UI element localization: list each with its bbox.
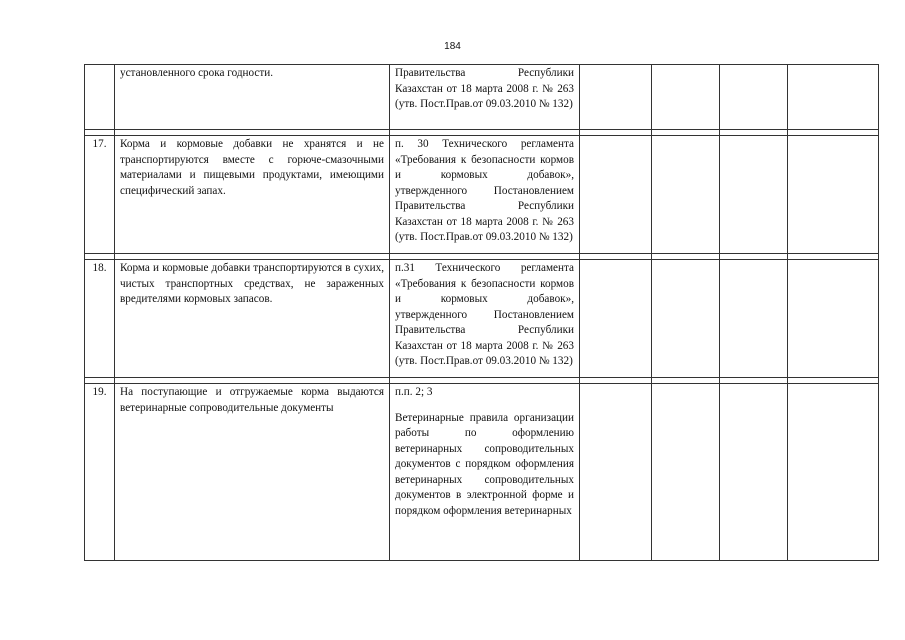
reference-head: п.п. 2; 3 [395,386,433,398]
empty-cell [652,136,720,254]
empty-cell [788,136,879,254]
table-row [85,260,879,378]
empty-cell [652,65,720,130]
row-number: 18. [85,260,115,378]
row-number: 17. [85,136,115,254]
requirement-text: установленного срока годности. [120,67,274,79]
empty-cell [788,260,879,378]
requirement-cell [115,136,390,254]
row-number: 19. [85,384,115,561]
reference-text: п.31 Технического регламента «Требования к безопасности кормов и кормовых добавок», утвержденного Постановлением Правительства Республики Казахстан от 18 марта 2008 г. № 263 (утв. Пост.Прав.от 09.03.2010 № 132) [395,262,574,367]
empty-cell [652,260,720,378]
empty-cell [788,65,879,130]
reference-cell [390,260,580,378]
requirement-text: Корма и кормовые добавки транспортируются в сухих, чистых транспортных средствах, не зараженных вредителями кормовых запасов. [120,262,384,305]
empty-cell [652,384,720,561]
reference-cell [390,384,580,561]
empty-cell [580,65,652,130]
empty-cell [720,136,788,254]
requirement-cell [115,384,390,561]
table-row [85,136,879,254]
empty-cell [788,384,879,561]
checklist-table [84,64,879,561]
empty-cell [720,65,788,130]
reference-text: Ветеринарные правила организации работы по оформлению ветеринарных сопроводительных документов с порядком оформления ветеринарных сопроводительных документов в электронной форме и порядком оформления ветеринарных [395,411,574,517]
table-row [85,384,879,561]
page-number: 184 [444,41,461,52]
empty-cell [720,384,788,561]
row-number [85,65,115,130]
empty-cell [580,384,652,561]
reference-text: п. 30 Технического регламента «Требования к безопасности кормов и кормовых добавок», утвержденного Постановлением Правительства Республики Казахстан от 18 марта 2008 г. № 263 (утв. Пост.Прав.от 09.03.2010 № 132) [395,138,574,243]
empty-cell [720,260,788,378]
requirement-cell [115,260,390,378]
reference-text: Правительства Республики Казахстан от 18 марта 2008 г. № 263 (утв. Пост.Прав.от 09.03.2010 № 132) [395,67,574,110]
table-row [85,65,879,130]
reference-cell [390,65,580,130]
requirement-cell [115,65,390,130]
requirement-text: На поступающие и отгружаемые корма выдаются ветеринарные сопроводительные документы [120,386,384,414]
requirement-text: Корма и кормовые добавки не хранятся и не транспортируются вместе с горюче-смазочными материалами и пищевыми продуктами, имеющими специфический запах. [120,138,384,197]
reference-cell [390,136,580,254]
empty-cell [580,136,652,254]
empty-cell [580,260,652,378]
